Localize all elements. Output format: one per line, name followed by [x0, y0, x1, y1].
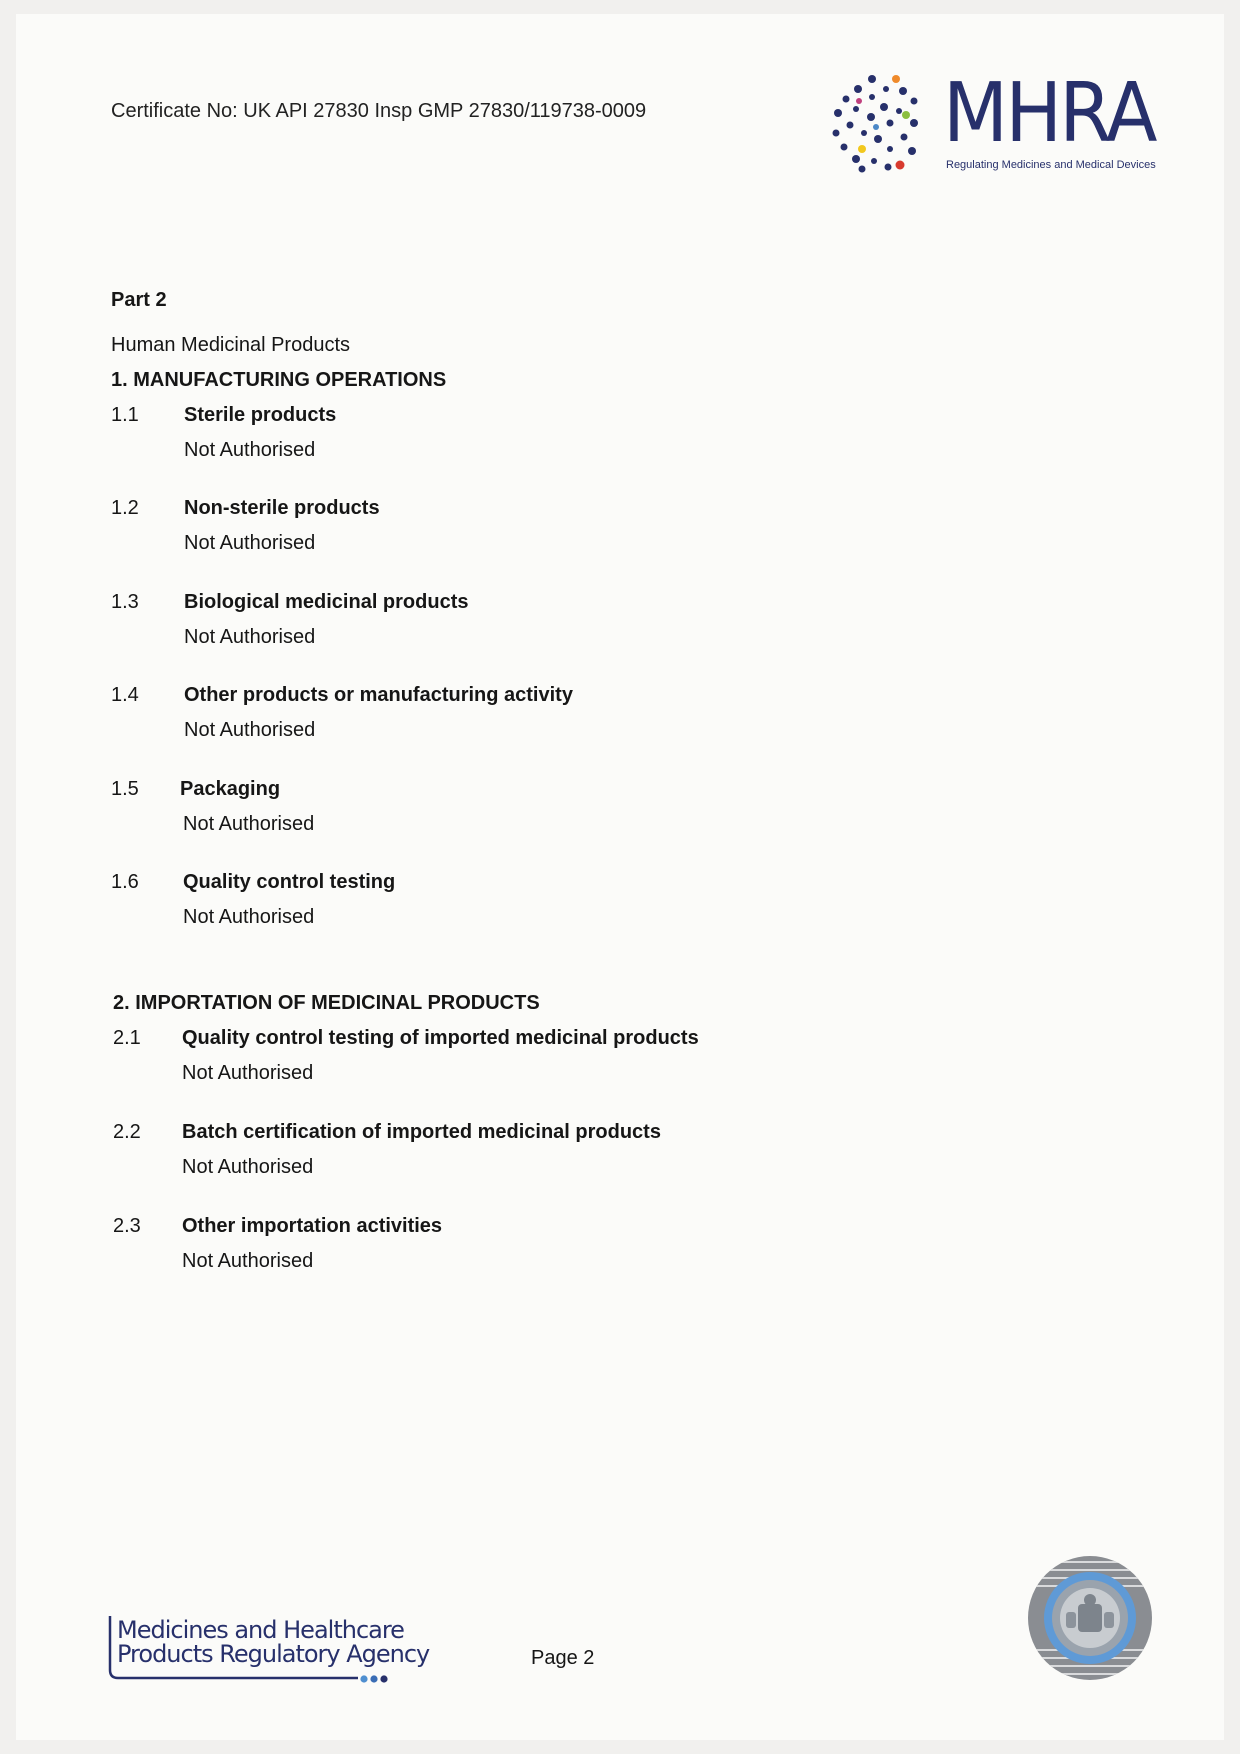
item-status: Not Authorised: [182, 1250, 314, 1272]
mhra-logo: [826, 66, 1196, 179]
document-page: [16, 14, 1224, 1740]
item-number: 1.3: [111, 591, 139, 613]
agency-name-line2: Products Regulatory Agency: [117, 1640, 430, 1668]
product-category: Human Medicinal Products: [111, 334, 350, 356]
certificate-number: Certificate No: UK API 27830 Insp GMP 27830/119738-0009: [111, 100, 647, 122]
item-number: 2.1: [113, 1027, 141, 1049]
item-number: 1.1: [111, 404, 139, 426]
item-title: Sterile products: [184, 404, 337, 426]
mhra-tagline: Regulating Medicines and Medical Devices: [946, 159, 1156, 171]
item-status: Not Authorised: [184, 626, 316, 648]
item-number: 1.4: [111, 684, 139, 706]
dots-icon: [826, 69, 941, 179]
item-status: Not Authorised: [183, 813, 315, 835]
page-number: Page 2: [531, 1647, 595, 1669]
section-heading-manufacturing: 1. MANUFACTURING OPERATIONS: [111, 369, 447, 391]
item-title: Quality control testing: [183, 871, 396, 893]
item-status: Not Authorised: [183, 906, 315, 928]
hologram-seal-icon: [1026, 1554, 1154, 1682]
item-title: Packaging: [180, 778, 281, 800]
item-title: Other importation activities: [182, 1215, 443, 1237]
item-title: Batch certification of imported medicinal products: [182, 1121, 661, 1143]
item-title: Other products or manufacturing activity: [184, 684, 573, 706]
item-status: Not Authorised: [184, 439, 316, 461]
item-title: Biological medicinal products: [184, 591, 469, 613]
item-status: Not Authorised: [182, 1062, 314, 1084]
section-heading-importation: 2. IMPORTATION OF MEDICINAL PRODUCTS: [113, 992, 540, 1014]
mhra-wordmark: MHRA: [943, 66, 1155, 161]
item-status: Not Authorised: [182, 1156, 314, 1178]
agency-logo: [104, 1612, 430, 1692]
item-number: 2.2: [113, 1121, 141, 1143]
item-status: Not Authorised: [184, 719, 316, 741]
item-number: 1.6: [111, 871, 139, 893]
item-title: Quality control testing of imported medicinal products: [182, 1027, 699, 1049]
part-title: Part 2: [111, 289, 167, 311]
item-number: 1.2: [111, 497, 139, 519]
item-status: Not Authorised: [184, 532, 316, 554]
item-number: 2.3: [113, 1215, 141, 1237]
agency-name-line1: Medicines and Healthcare: [117, 1616, 404, 1644]
item-number: 1.5: [111, 778, 139, 800]
item-title: Non-sterile products: [184, 497, 380, 519]
